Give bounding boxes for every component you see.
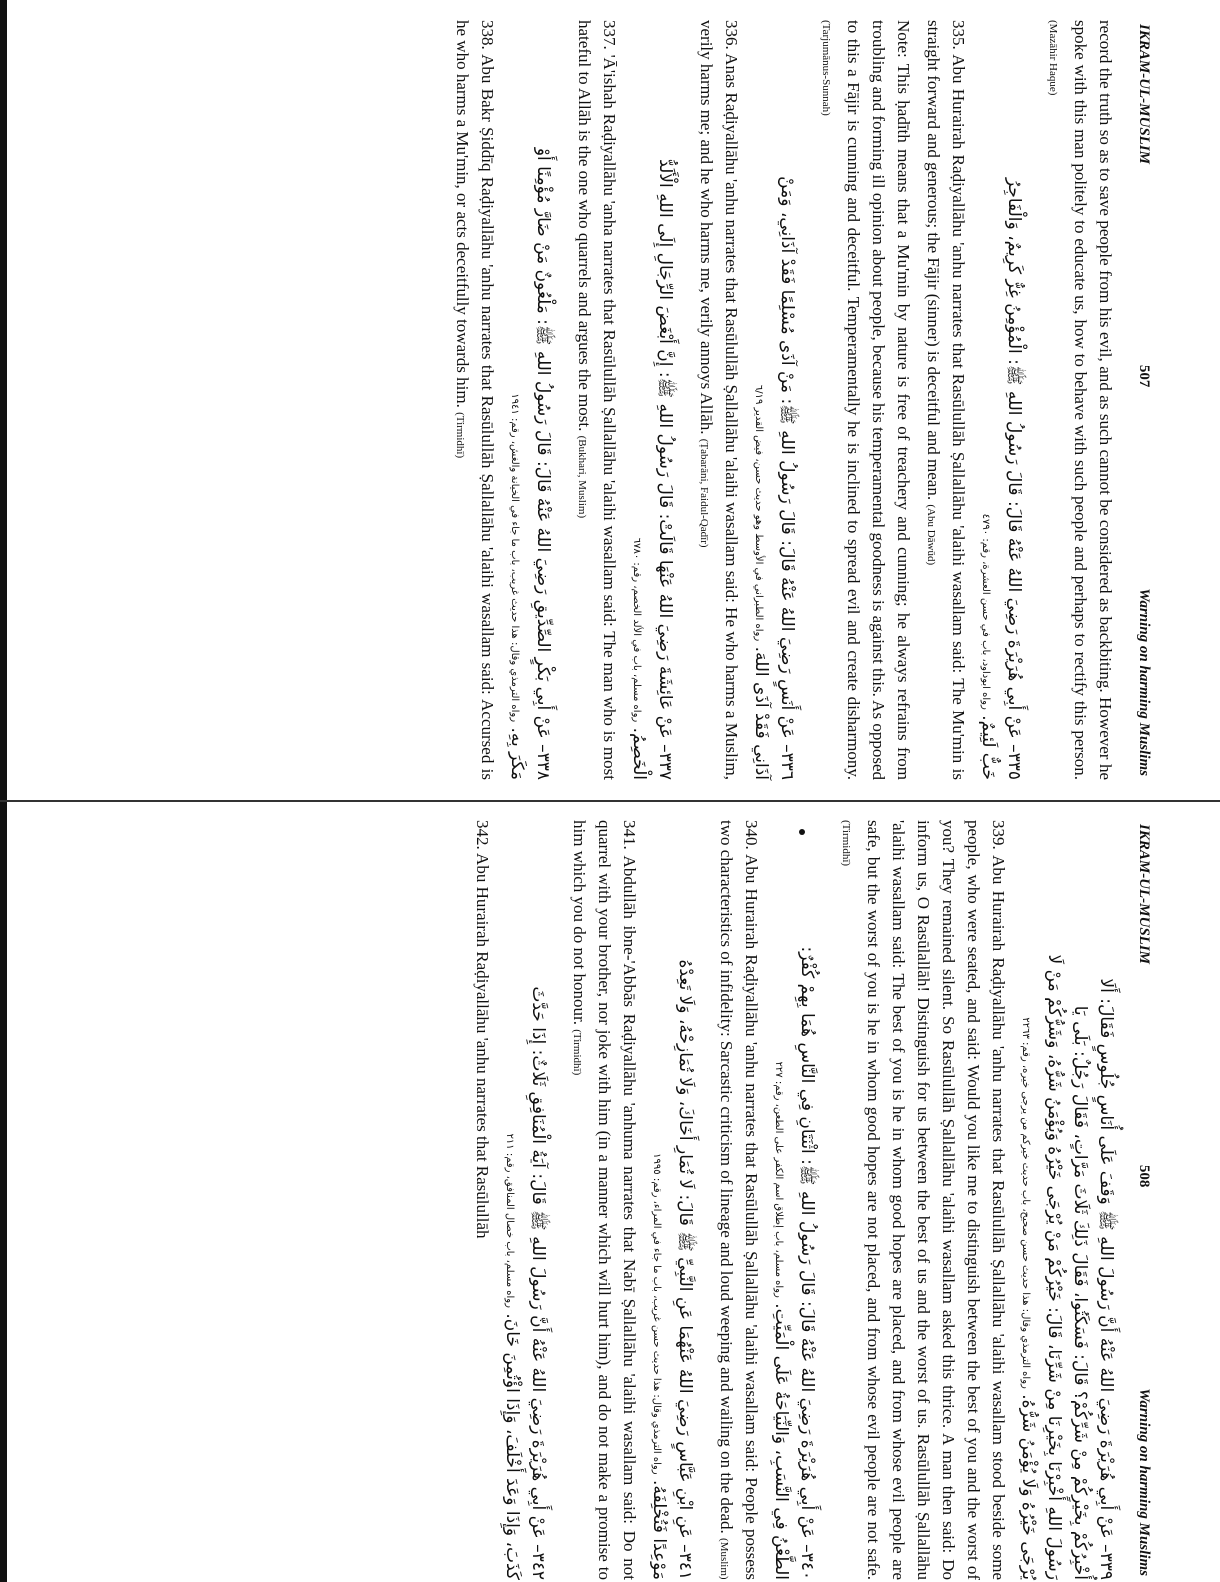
page-number: 507 bbox=[1136, 364, 1152, 388]
hadith-341 bbox=[564, 820, 697, 1580]
hadith-342-english: 342. Abu Hurairah Raḍiyallāhu 'anhu narrates that Rasūlullāh bbox=[473, 820, 492, 1239]
hadith-340-english: 340. Abu Hurairah Raḍiyallāhu 'anhu narrates that Rasūlullāh Ṣallallāhu 'alaihi wasallam said: People possess two characteristics of infidelity: Sarcastic criticism of lineage and loud weeping and wailing on the dead. bbox=[717, 820, 761, 1580]
hadith-337 bbox=[569, 20, 677, 780]
running-header bbox=[1128, 824, 1152, 1576]
hadith-339 bbox=[833, 820, 1118, 1580]
hadith-342 bbox=[470, 820, 550, 1580]
hadith-339-english: 339. Abu Hurairah Raḍiyallāhu 'anhu narrates that Rasūlullāh Ṣallallāhu 'alaihi wasallam stood beside some people, who were seated, and said: Would you like me to distinguish between the best of you and the worst of you? They remained silent. So Rasūlullāh Ṣallallāhu 'alaihi wasallam asked this thrice. A man then said: Do inform us, O Rasūlallāh! Distinguish for us between the best of us and the worst of us. Rasūlullāh Ṣallallāhu 'alaihi wasallam said: The best of you is he in whom good hopes are placed, and from whose evil people are safe, but the worst of you is he in whom good hopes are not placed, and from whose evil people are not safe. bbox=[864, 820, 1008, 1580]
running-header bbox=[1128, 24, 1152, 776]
hadith-339-source: (Tirmidhī) bbox=[840, 820, 852, 867]
hadith-338-source: (Tirmidhī) bbox=[454, 412, 466, 459]
intro-paragraph bbox=[1040, 20, 1118, 780]
page-507 bbox=[57, 20, 1152, 780]
hadith-337-arabic: ٣٣٧– عَنْ عَائِشَةَ رَضِيَ اللهُ عَنْهَا قَالَتْ: قَالَ رَسُولُ اللهِ ﷺ: إِنَّ أَبْغَضَ الرِّجَالِ إِلَى اللهِ الْأَلَدُّ bbox=[655, 159, 675, 780]
page-number: 508 bbox=[1136, 1164, 1152, 1188]
hadith-341-arabic: ٣٤١– عَنِ ابْنِ عَبَّاسٍ رَضِيَ اللهُ عَنْهُمَا عَنِ النَّبِيِّ ﷺ قَالَ: لَا تُمَارِ أَخَاكَ، وَلَا تُمَازِحْهُ، وَلَا تَعِدْهُ bbox=[675, 959, 695, 1580]
hadith-336 bbox=[691, 20, 799, 780]
hadith-338-arabic-cont: مَكَرَ بِهِ. bbox=[507, 727, 527, 780]
hadith-340-arabic-ref: رواه مسلم، باب إطلاق اسم الكفر على الطعن، رقم: ٢٢٧ bbox=[773, 1061, 784, 1298]
scan-left-edge bbox=[0, 0, 7, 1582]
hadith-335-arabic-cont: خَبٌّ لَئِيمٌ. bbox=[978, 715, 998, 780]
hadith-339-arabic-ref: رواه الترمذي وقال: هذا حديث حسن صحيح، باب حديث خيركم من يرجى خيره، رقم: ٢٢٦٣ bbox=[1020, 1017, 1031, 1389]
hadith-337-source: (Bukhari, Muslim) bbox=[576, 435, 588, 519]
hadith-338 bbox=[447, 20, 555, 780]
hadith-340 bbox=[711, 820, 819, 1580]
hadith-335-arabic-ref: رواه ابوداود، باب في حسن العشرة، رقم: ٤٧٩٠ bbox=[980, 513, 991, 710]
hadith-335-source: (Abu Dāwūd) bbox=[925, 504, 937, 566]
hadith-338-arabic-ref: رواه الترمذي وقال: هذا حديث غريب، باب ما جاء في الخيانة والغش، رقم: ١٩٤١ bbox=[509, 393, 520, 723]
hadith-342-arabic: ٣٤٢– عَنْ أَبِي هُرَيْرَةَ رَضِيَ اللهُ عَنْهُ أَنَّ رَسُولَ اللهِ ﷺ قَالَ: آيَةُ الْمُنَافِقِ ثَلَاثٌ: إِذَا حَدَّثَ bbox=[528, 986, 548, 1580]
hadith-336-arabic-cont: آذَانِي فَقَدْ آذَى اللهَ. bbox=[751, 646, 771, 780]
hadith-337-arabic-cont: الْخَصِمُ. bbox=[629, 727, 649, 780]
header-book-title: IKRAM-UL-MUSLIM bbox=[1136, 24, 1152, 165]
page-fold-line bbox=[0, 800, 1220, 802]
hadith-335 bbox=[813, 20, 1026, 780]
hadith-336-arabic-ref: رواه الطبراني في الأوسط وهو حديث حسن، فيض القدير ٦/١٩ bbox=[753, 384, 764, 642]
hadith-336-source: (Ṭabarāni, Faidul-Qadīr) bbox=[698, 438, 710, 548]
hadith-341-arabic-ref: رواه الترمذي وقال: هذا حديث حسن غريب، باب ما جاء في المراء، رقم: ١٩٩٥ bbox=[651, 1153, 662, 1475]
hadith-342-arabic-cont: كَذَبَ، وَإِذَا وَعَدَ أَخْلَفَ، وَإِذَا اؤْتُمِنَ خَانَ. bbox=[502, 1313, 522, 1580]
hadith-341-english: 341. Abdullāh ibne-'Abbās Raḍiyallāhu 'anhuma narrates that Nabī Ṣallallāhu 'alaihi wasallam said: Do not quarrel with your brother, nor joke with him (in a manner which will hurt him), and do not make a promise to him which you do not honour. bbox=[570, 820, 639, 1580]
header-chapter-title: Warning on harming Muslims bbox=[1136, 588, 1152, 776]
intro-text: record the truth so as to save people from his evil, and as such cannot be considered as backbiting. However he spoke with this man politely to educate us, how to behave with such people and perhaps to rectify this person. bbox=[1071, 20, 1115, 780]
hadith-338-english: 338. Abu Bakr Ṣiddīq Raḍiyallāhu 'anhu narrates that Rasūlullāh Ṣallallāhu 'alaihi wasallam said: Accursed is he who harms a Mu'min, or acts deceitfully towards him. bbox=[453, 20, 497, 780]
hadith-341-arabic-cont: مَوْعِدًا فَتُخْلِفَهُ. bbox=[649, 1479, 669, 1580]
hadith-342-arabic-ref: رواه مسلم، باب خصال المنافق، رقم: ٢١١ bbox=[504, 1133, 515, 1308]
hadith-339-arabic-line2: أُخْبِرُكُمْ بِخَيْرِكُمْ مِنْ شَرِّكُمْ؟ قَالَ: فَسَكَتُوا، فَقَالَ ذَلِكَ ثَلَاثَ مَرَّاتٍ، فَقَالَ رَجُلٌ: بَلَى يَا bbox=[1070, 1005, 1090, 1580]
hadith-340-source: (Muslim) bbox=[718, 1538, 730, 1580]
hadith-339-arabic: ٣٣٩– عَنْ أَبِي هُرَيْرَةَ رَضِيَ اللهُ عَنْهُ أَنَّ رَسُولَ اللهِ ﷺ وَقَفَ عَلَى أُنَاسٍ جُلُوسٍ فَقَالَ: أَلَا bbox=[1096, 978, 1116, 1580]
hadith-337-arabic-ref: رواه مسلم، باب في الألد الخصم، رقم: ٦٧٨٠ bbox=[631, 537, 642, 723]
hadith-335-note-source: (Tarjumānus-Sunnah) bbox=[820, 20, 832, 116]
hadith-337-english: 337. 'Ā'ishah Raḍiyallāhu 'anha narrates that Rasūlullāh Ṣallallāhu 'alaihi wasallam said: The man who is most hateful to Allāh is the one who quarrels and argues the most. bbox=[575, 20, 619, 780]
page-508 bbox=[57, 820, 1152, 1580]
hadith-336-english: 336. Anas Raḍiyallāhu 'anhu narrates that Rasūlullāh Ṣallallāhu 'alaihi wasallam said: He who harms a Muslim, verily harms me; and he who harms me, verily annoys Allāh. bbox=[697, 20, 741, 780]
hadith-339-arabic-line3: رَسُولَ اللهِ أَخْبِرْنَا بِخَيْرِنَا مِنْ شَرِّنَا، قَالَ: خَيْرُكُمْ مَنْ يُرْجَى خَيْرُهُ وَيُؤْمَنُ شَرُّهُ، وَشَرُّكُمْ مَنْ لَا bbox=[1044, 954, 1064, 1580]
header-book-title: IKRAM-UL-MUSLIM bbox=[1136, 824, 1152, 965]
hadith-341-source: (Tirmidhī) bbox=[571, 1029, 583, 1076]
header-chapter-title: Warning on harming Muslims bbox=[1136, 1388, 1152, 1576]
hadith-335-english: 335. Abu Hurairah Raḍiyallāhu 'anhu narrates that Rasūlullāh Ṣallallāhu 'alaihi wasallam said: The Mu'min is straight forward and generous; the Fājir (sinner) is deceitful and mean. bbox=[924, 20, 968, 780]
hadith-335-arabic: ٣٣٥– عَنْ أَبِي هُرَيْرَةَ رَضِيَ اللهُ عَنْهُ قَالَ: قَالَ رَسُولُ اللهِ ﷺ: الْمُؤْمِنُ غِرٌّ كَرِيمٌ، وَالْفَاجِرُ bbox=[1004, 177, 1024, 780]
hadith-335-note: Note: This ḥadīth means that a Mu'min by nature is free of treachery and cunning; he always refrains from troubling and forming ill opinion about people, because his temperamental goodness is against this. As opposed to this a Fājir is cunning and deceitful. Temperamentally he is inclined to spread evil and create disharmony. bbox=[844, 20, 913, 780]
hadith-340-arabic: ٣٤٠– عَنْ أَبِي هُرَيْرَةَ رَضِيَ اللهُ عَنْهُ قَالَ: قَالَ رَسُولُ اللهِ ﷺ: اثْنَتَانِ فِي النَّاسِ هُمَا بِهِمْ كُفْرٌ: bbox=[797, 946, 817, 1580]
hadith-338-arabic: ٣٣٨– عَنْ أَبِي بَكْرٍ الصِّدِّيقِ رَضِيَ اللهُ عَنْهُ قَالَ: قَالَ رَسُولُ اللهِ ﷺ: مَلْعُونٌ مَنْ ضَارَّ مُؤْمِنًا أَوْ bbox=[533, 147, 553, 780]
hadith-339-arabic-cont: يُرْجَى خَيْرُهُ وَلَا يُؤْمَنُ شَرُّهُ. bbox=[1018, 1394, 1038, 1580]
intro-source: (Mazāhir Haque) bbox=[1047, 20, 1059, 96]
hadith-336-arabic: ٣٣٦– عَنْ أَنَسٍ رَضِيَ اللهُ عَنْهُ قَالَ: قَالَ رَسُولُ اللهِ ﷺ: مَنْ آذَى مُسْلِمًا فَقَدْ آذَانِي، وَمَنْ bbox=[777, 176, 797, 780]
hadith-340-arabic-cont: الطَّعْنُ فِي النَّسَبِ، وَالنِّيَاحَةُ عَلَى الْمَيِّتِ. bbox=[771, 1303, 791, 1580]
